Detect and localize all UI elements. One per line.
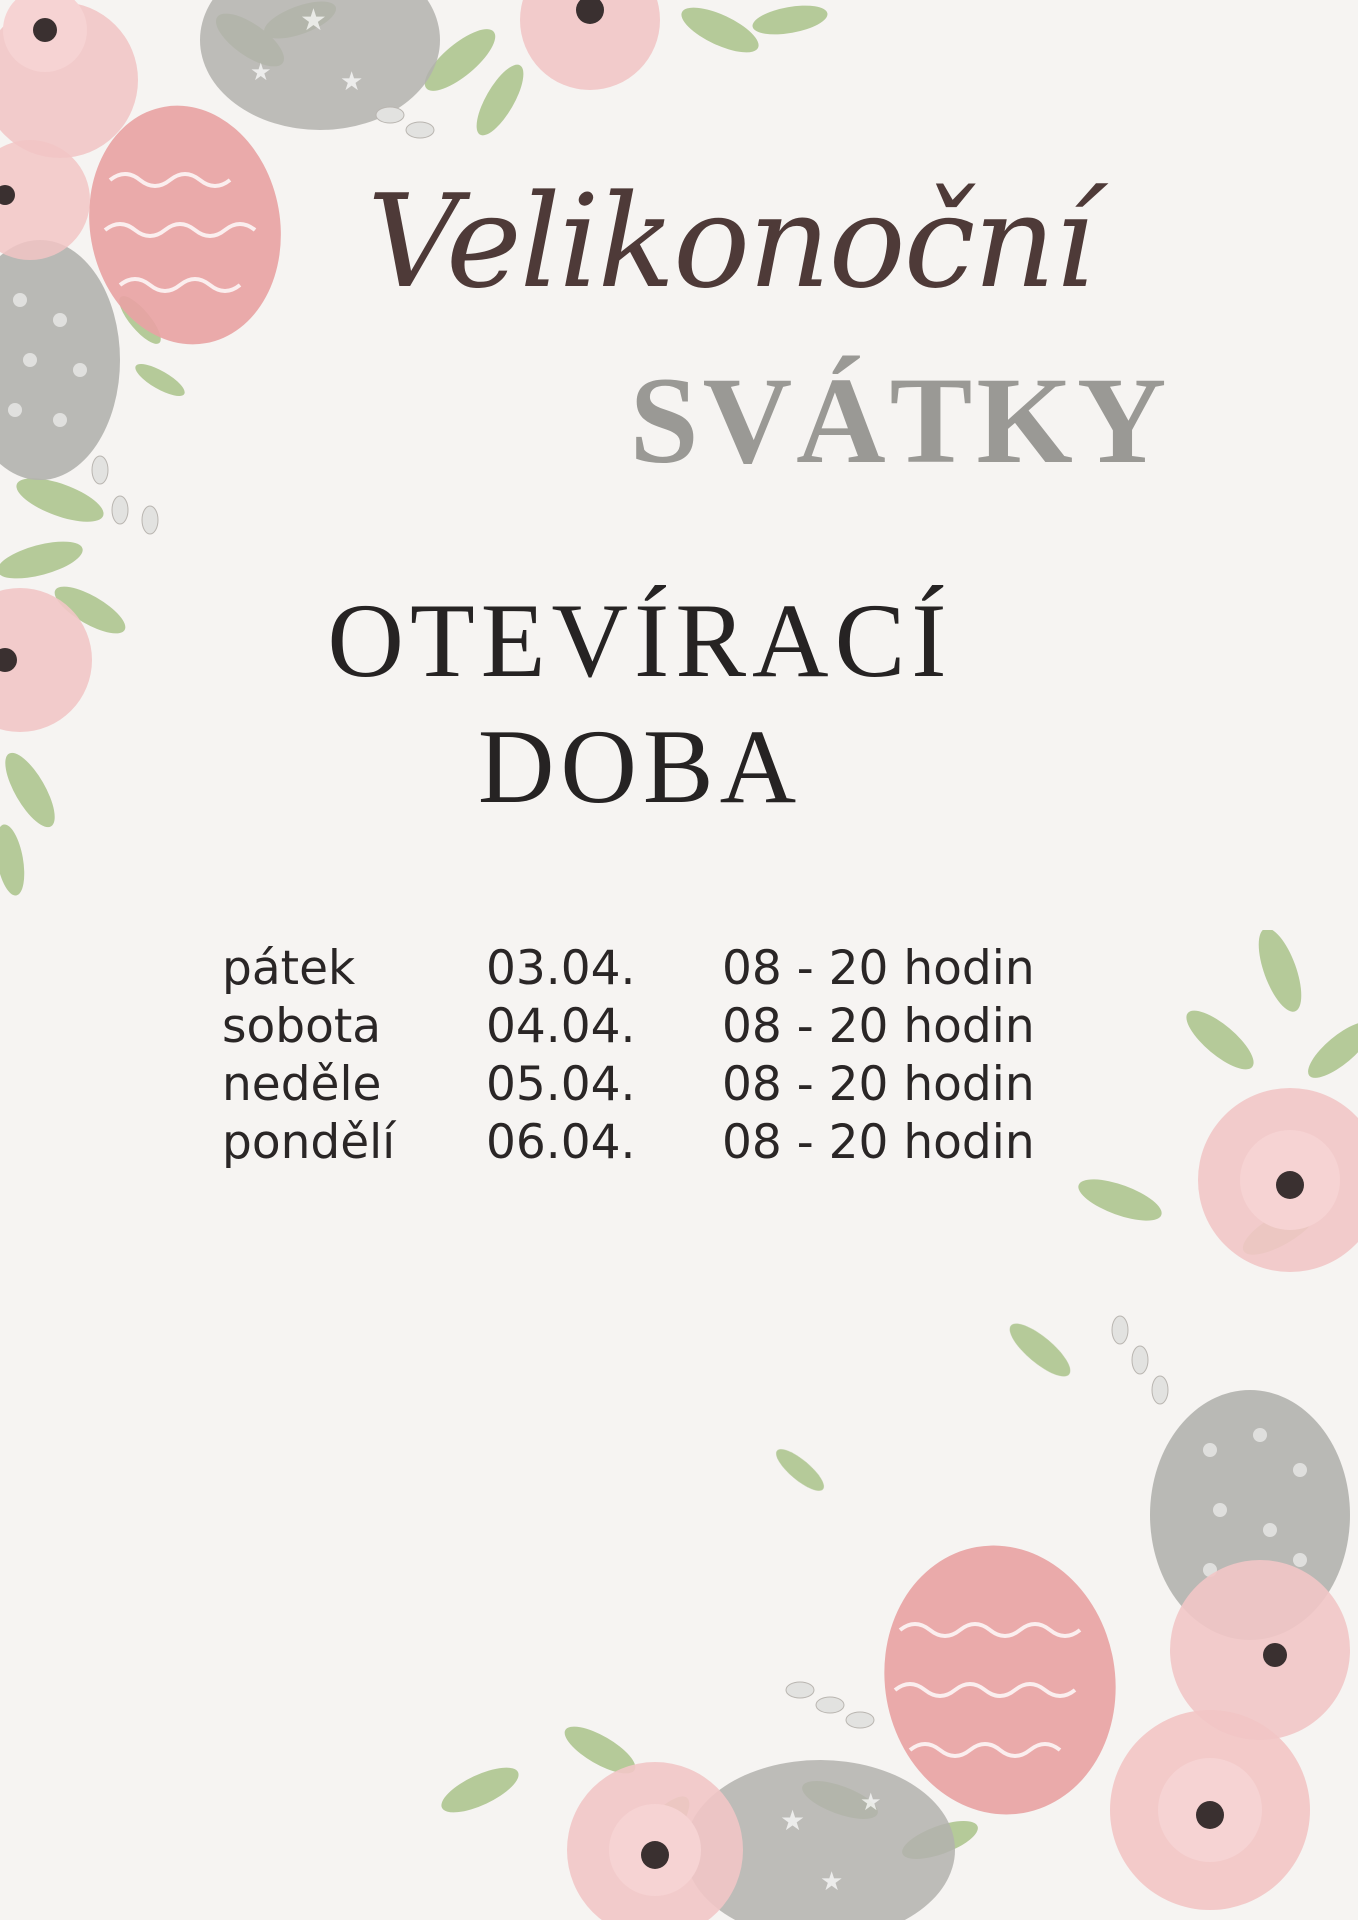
schedule-date: 05.04. [486, 1057, 636, 1112]
schedule-date: 03.04. [486, 941, 636, 996]
svg-text:★: ★ [860, 1788, 882, 1816]
flower-icon [0, 140, 90, 260]
flower-icon [1110, 1710, 1310, 1910]
heading-line-1: OTEVÍRACÍ [327, 582, 953, 699]
schedule-day: pondělí [222, 1115, 396, 1170]
svg-text:★: ★ [340, 67, 364, 97]
flower-icon [1198, 1088, 1358, 1272]
schedule-day: neděle [222, 1057, 382, 1112]
flower-icon [567, 1762, 743, 1920]
opening-hours-schedule [222, 940, 1122, 1172]
schedule-date: 06.04. [486, 1115, 636, 1170]
schedule-row [222, 998, 1122, 1056]
title-caps: SVÁTKY [629, 352, 1171, 489]
schedule-row [222, 940, 1122, 998]
schedule-day: sobota [222, 999, 382, 1054]
schedule-hours: 08 - 20 hodin [722, 1115, 1035, 1170]
schedule-row [222, 1114, 1122, 1172]
title-script: Velikonoční [367, 168, 1093, 317]
schedule-day: pátek [222, 941, 356, 996]
svg-text:★: ★ [820, 1867, 844, 1897]
flower-icon [520, 0, 660, 90]
schedule-row [222, 1056, 1122, 1114]
svg-text:★: ★ [780, 1804, 806, 1837]
schedule-date: 04.04. [486, 999, 636, 1054]
svg-text:★: ★ [250, 58, 272, 86]
heading-line-2: DOBA [477, 708, 803, 825]
svg-text:★: ★ [300, 3, 327, 38]
schedule-hours: 08 - 20 hodin [722, 1057, 1035, 1112]
schedule-hours: 08 - 20 hodin [722, 941, 1035, 996]
schedule-hours: 08 - 20 hodin [722, 999, 1035, 1054]
